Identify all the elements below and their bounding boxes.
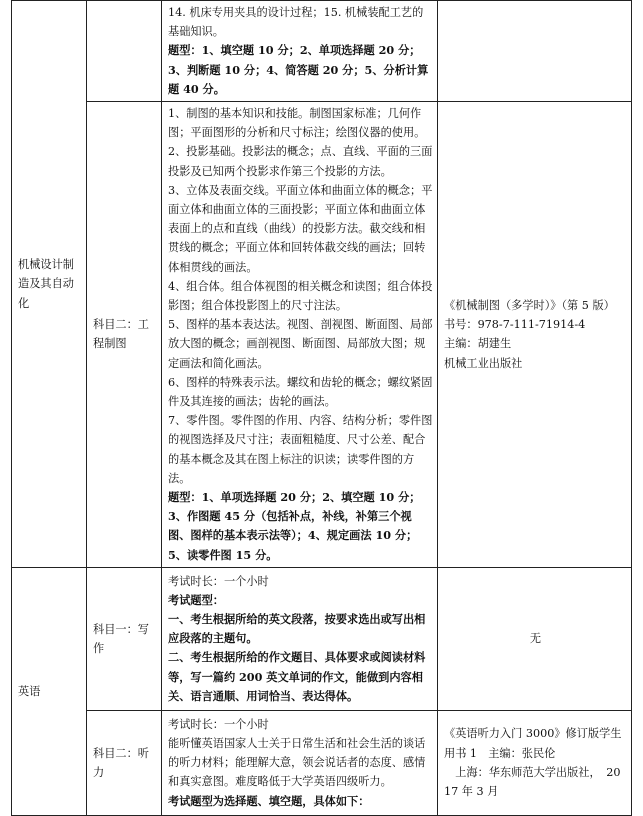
book-editor: 主编：胡建生 — [444, 337, 512, 351]
book-isbn: 书号：978-7-111-71914-4 — [444, 318, 586, 332]
module-cell — [87, 710, 162, 815]
content-line: 6、图样的特殊表示法。螺纹和齿轮的概念；螺纹紧固件及其连接的画法；齿轮的画法。 — [168, 375, 433, 409]
exam-types: 考试题型为选择题、填空题，具体如下： — [168, 793, 370, 808]
content-line: 14. 机床专用夹具的设计过程；15. 机械装配工艺的基础知识。 — [168, 6, 424, 39]
module-name: 科目一：写作 — [93, 622, 149, 655]
subject-cell-english — [12, 567, 87, 815]
types-label: 考试题型： — [168, 592, 224, 607]
content-line: 3、立体及表面交线。平面立体和曲面立体的概念；平面立体和曲面立体的三面投影；平面立体和曲面立体表面上的点和直线（曲线）的投影方法。截交线和相贯线的概念；平面立体和回转体截交线的画法；回转体相贯线的画法。 — [168, 183, 433, 274]
book-cell — [438, 102, 632, 568]
module-name: 科目二：听力 — [93, 746, 149, 779]
book-publisher: 上海：华东师范大学出版社， 2017 年 3 月 — [444, 765, 621, 799]
book-cell — [438, 567, 632, 710]
content-cell — [162, 1, 438, 102]
book-none: 无 — [529, 632, 542, 646]
module-cell — [87, 567, 162, 710]
content-line: 4、组合体。组合体视图的相关概念和读图；组合体投影图；组合体投影图上的尺寸注法。 — [168, 279, 433, 313]
book-title: 《英语听力入门 3000》修订版学生用书 1 主编：张民伦 — [444, 727, 622, 760]
subject-name: 机械设计制造及其自动化 — [18, 258, 74, 310]
exam-description: 能听懂英语国家人士关于日常生活和社会生活的谈话的听力材料；能理解大意，领会说话者的态度、感情和真实意图。难度略低于大学英语四级听力。 — [168, 737, 426, 789]
exam-item: 一、考生根据所给的英文段落，按要求选出或写出相应段落的主题句。 — [168, 612, 426, 646]
content-line: 5、图样的基本表达法。视图、剖视图、断面图、局部放大图的概念；画剖视图、断面图、局部放大图；规定画法和简化画法。 — [168, 318, 433, 370]
table-row — [12, 567, 632, 710]
content-cell — [162, 567, 438, 710]
book-cell — [438, 710, 632, 815]
table-row — [12, 102, 632, 568]
subject-cell-mechanical — [12, 1, 87, 568]
module-cell — [87, 1, 162, 102]
content-cell — [162, 102, 438, 568]
table-row — [12, 710, 632, 815]
book-title: 《机械制图（多学时）》（第 5 版） — [444, 299, 615, 313]
subject-name: 英语 — [18, 684, 41, 698]
table-row — [12, 1, 632, 102]
exam-duration: 考试时长：一个小时 — [168, 717, 269, 731]
book-cell — [438, 1, 632, 102]
content-line: 2、投影基础。投影法的概念；点、直线、平面的三面投影及已知两个投影求作第三个投影的方法。 — [168, 145, 433, 178]
module-cell — [87, 102, 162, 568]
module-name: 科目二：工程制图 — [93, 318, 149, 351]
question-types: 题型：1、单项选择题 20 分；2、填空题 10 分；3、作图题 45 分（包括补点，补线，补第三个视图、图样的基本表示法等）；4、规定画法 10 分；5、读零件图 15 分。 — [168, 490, 421, 562]
content-cell — [162, 710, 438, 815]
exam-duration: 考试时长：一个小时 — [168, 574, 269, 588]
content-line: 1、制图的基本知识和技能。制图国家标准；几何作图；平面图形的分析和尺寸标注；绘图仪器的使用。 — [168, 107, 426, 140]
content-line: 7、零件图。零件图的作用、内容、结构分析；零件图的视图选择及尺寸注；表面粗糙度、尺寸公差、配合的基本概念及其在图上标注的识读；读零件图的方法。 — [168, 414, 433, 485]
book-publisher: 机械工业出版社 — [444, 356, 523, 370]
exam-item: 二、考生根据所给的作文题目、具体要求或阅读材料等，写一篇约 200 英文单词的作文，能做到内容相关、语言通顺、用词恰当、表达得体。 — [168, 650, 426, 703]
syllabus-table — [11, 0, 632, 816]
question-types: 题型：1、填空题 10 分；2、单项选择题 20 分；3、判断题 10 分；4、简答题 20 分；5、分析计算题 40 分。 — [168, 43, 429, 96]
